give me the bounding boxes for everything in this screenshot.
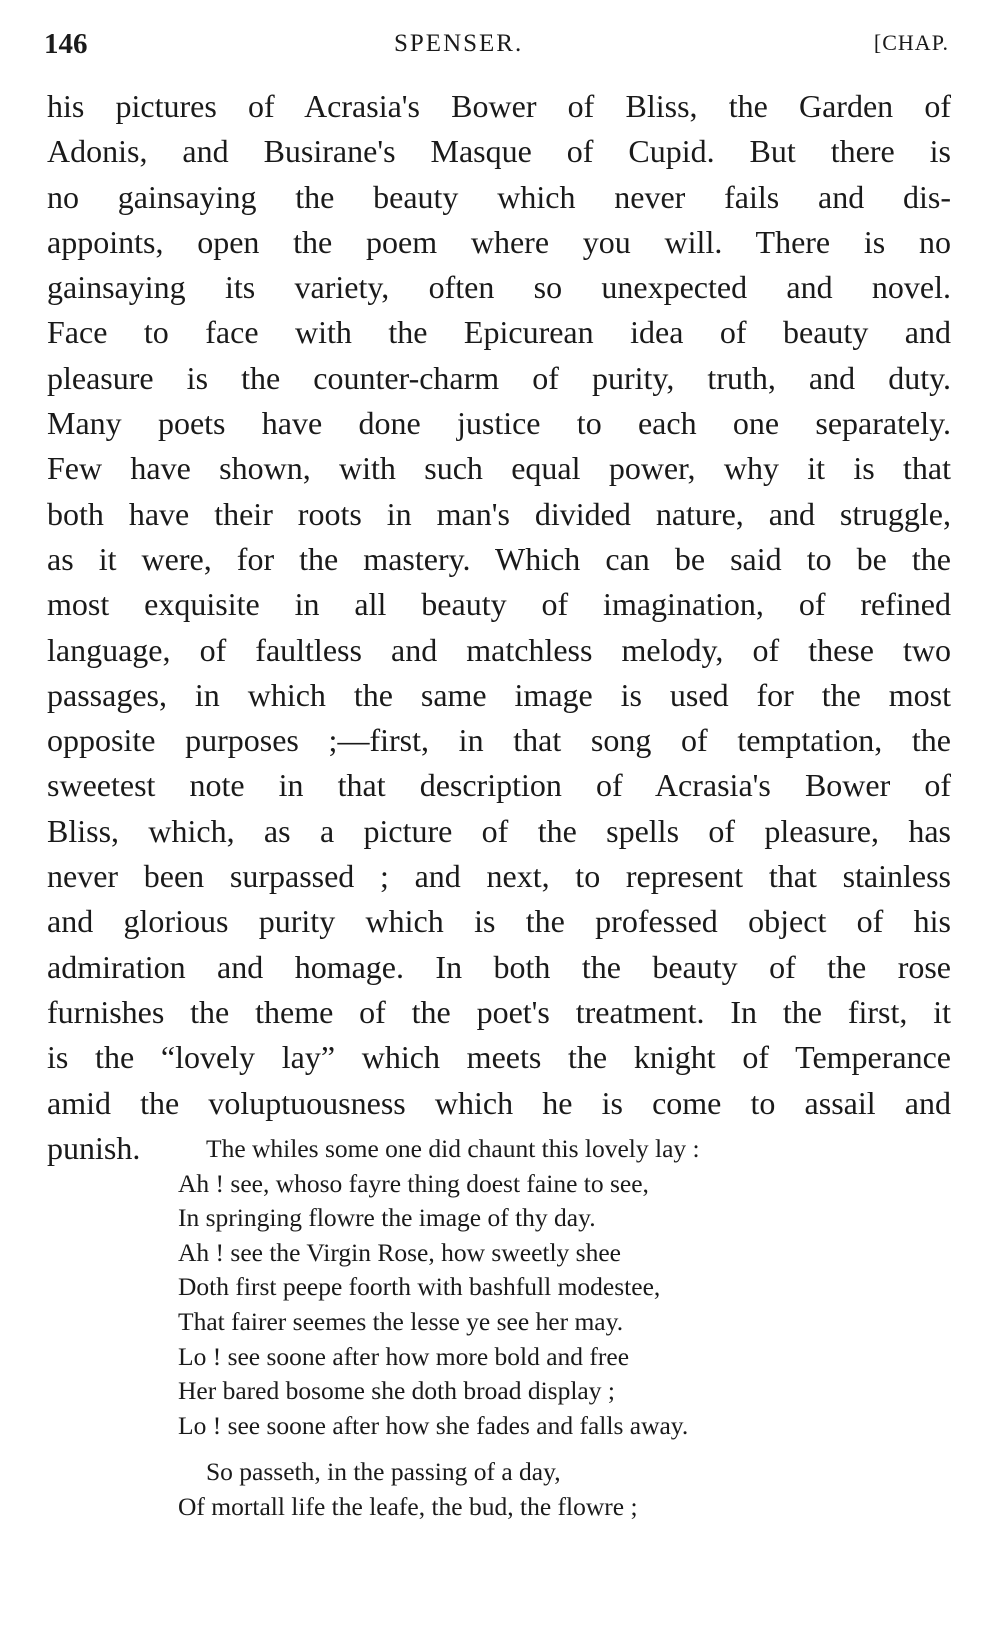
prose-line: pleasure is the counter-charm of purity, truth, and duty. <box>47 359 951 396</box>
prose-line: sweetest note in that description of Acrasia's Bower of <box>47 767 951 804</box>
prose-line: as it were, for the mastery. Which can be said to be the <box>47 540 951 577</box>
prose-line: amid the voluptuousness which he is come to assail and <box>47 1084 951 1121</box>
prose-line: Bliss, which, as a picture of the spells of pleasure, has <box>47 812 951 849</box>
prose-line: Adonis, and Busirane's Masque of Cupid. But there is <box>47 133 951 170</box>
verse-quotation <box>178 1132 898 1525</box>
verse-line: Ah ! see the Virgin Rose, how sweetly shee <box>178 1237 621 1267</box>
prose-line: language, of faultless and matchless melody, of these two <box>47 631 951 668</box>
prose-line: furnishes the theme of the poet's treatment. In the first, it <box>47 993 951 1030</box>
stanza-gap <box>178 1443 898 1455</box>
verse-line: Lo ! see soone after how more bold and free <box>178 1341 630 1371</box>
prose-line: passages, in which the same image is used for the most <box>47 676 951 713</box>
verse-line: Ah ! see, whoso fayre thing doest faine to see, <box>178 1168 649 1198</box>
prose-line: and glorious purity which is the professed object of his <box>47 903 951 940</box>
verse-line: Her bared bosome she doth broad display ; <box>178 1376 615 1406</box>
prose-line: Many poets have done justice to each one separately. <box>47 405 951 442</box>
prose-line: gainsaying its variety, often so unexpected and novel. <box>47 269 951 306</box>
running-head <box>44 22 949 66</box>
prose-line: no gainsaying the beauty which never fails and dis- <box>47 178 951 215</box>
verse-stanza-2 <box>178 1455 898 1524</box>
prose-line: most exquisite in all beauty of imagination, of refined <box>47 586 951 623</box>
page-number: 146 <box>44 28 88 60</box>
prose-line: admiration and homage. In both the beauty of the rose <box>47 948 951 985</box>
prose-line: appoints, open the poem where you will. There is no <box>47 223 951 260</box>
verse-stanza-1 <box>178 1132 898 1443</box>
prose-line: both have their roots in man's divided nature, and struggle, <box>47 495 951 532</box>
verse-line: So passeth, in the passing of a day, <box>206 1457 561 1487</box>
prose-line: is the “lovely lay” which meets the knight of Temperance <box>47 1039 951 1076</box>
verse-line: Doth first peepe foorth with bashfull modestee, <box>178 1272 661 1302</box>
prose-line: Few have shown, with such equal power, why it is that <box>47 450 951 487</box>
verse-line: In springing flowre the image of thy day. <box>178 1203 596 1233</box>
verse-line: The whiles some one did chaunt this lovely lay : <box>206 1134 700 1163</box>
running-title: SPENSER. <box>394 30 524 57</box>
prose-line: punish. <box>47 1129 141 1166</box>
verse-line: Lo ! see soone after how she fades and falls away. <box>178 1410 689 1440</box>
prose-line: never been surpassed ; and next, to represent that stainless <box>47 858 951 895</box>
chapter-label: [CHAP. <box>873 30 949 55</box>
verse-line: Of mortall life the leafe, the bud, the flowre ; <box>178 1491 638 1521</box>
verse-line: That fairer seemes the lesse ye see her may. <box>178 1306 624 1336</box>
prose-line: Face to face with the Epicurean idea of beauty and <box>47 314 951 351</box>
prose-line: opposite purposes ;—first, in that song of temptation, the <box>47 722 951 759</box>
prose-paragraph <box>47 84 951 1171</box>
prose-line: his pictures of Acrasia's Bower of Bliss, the Garden of <box>47 88 951 124</box>
